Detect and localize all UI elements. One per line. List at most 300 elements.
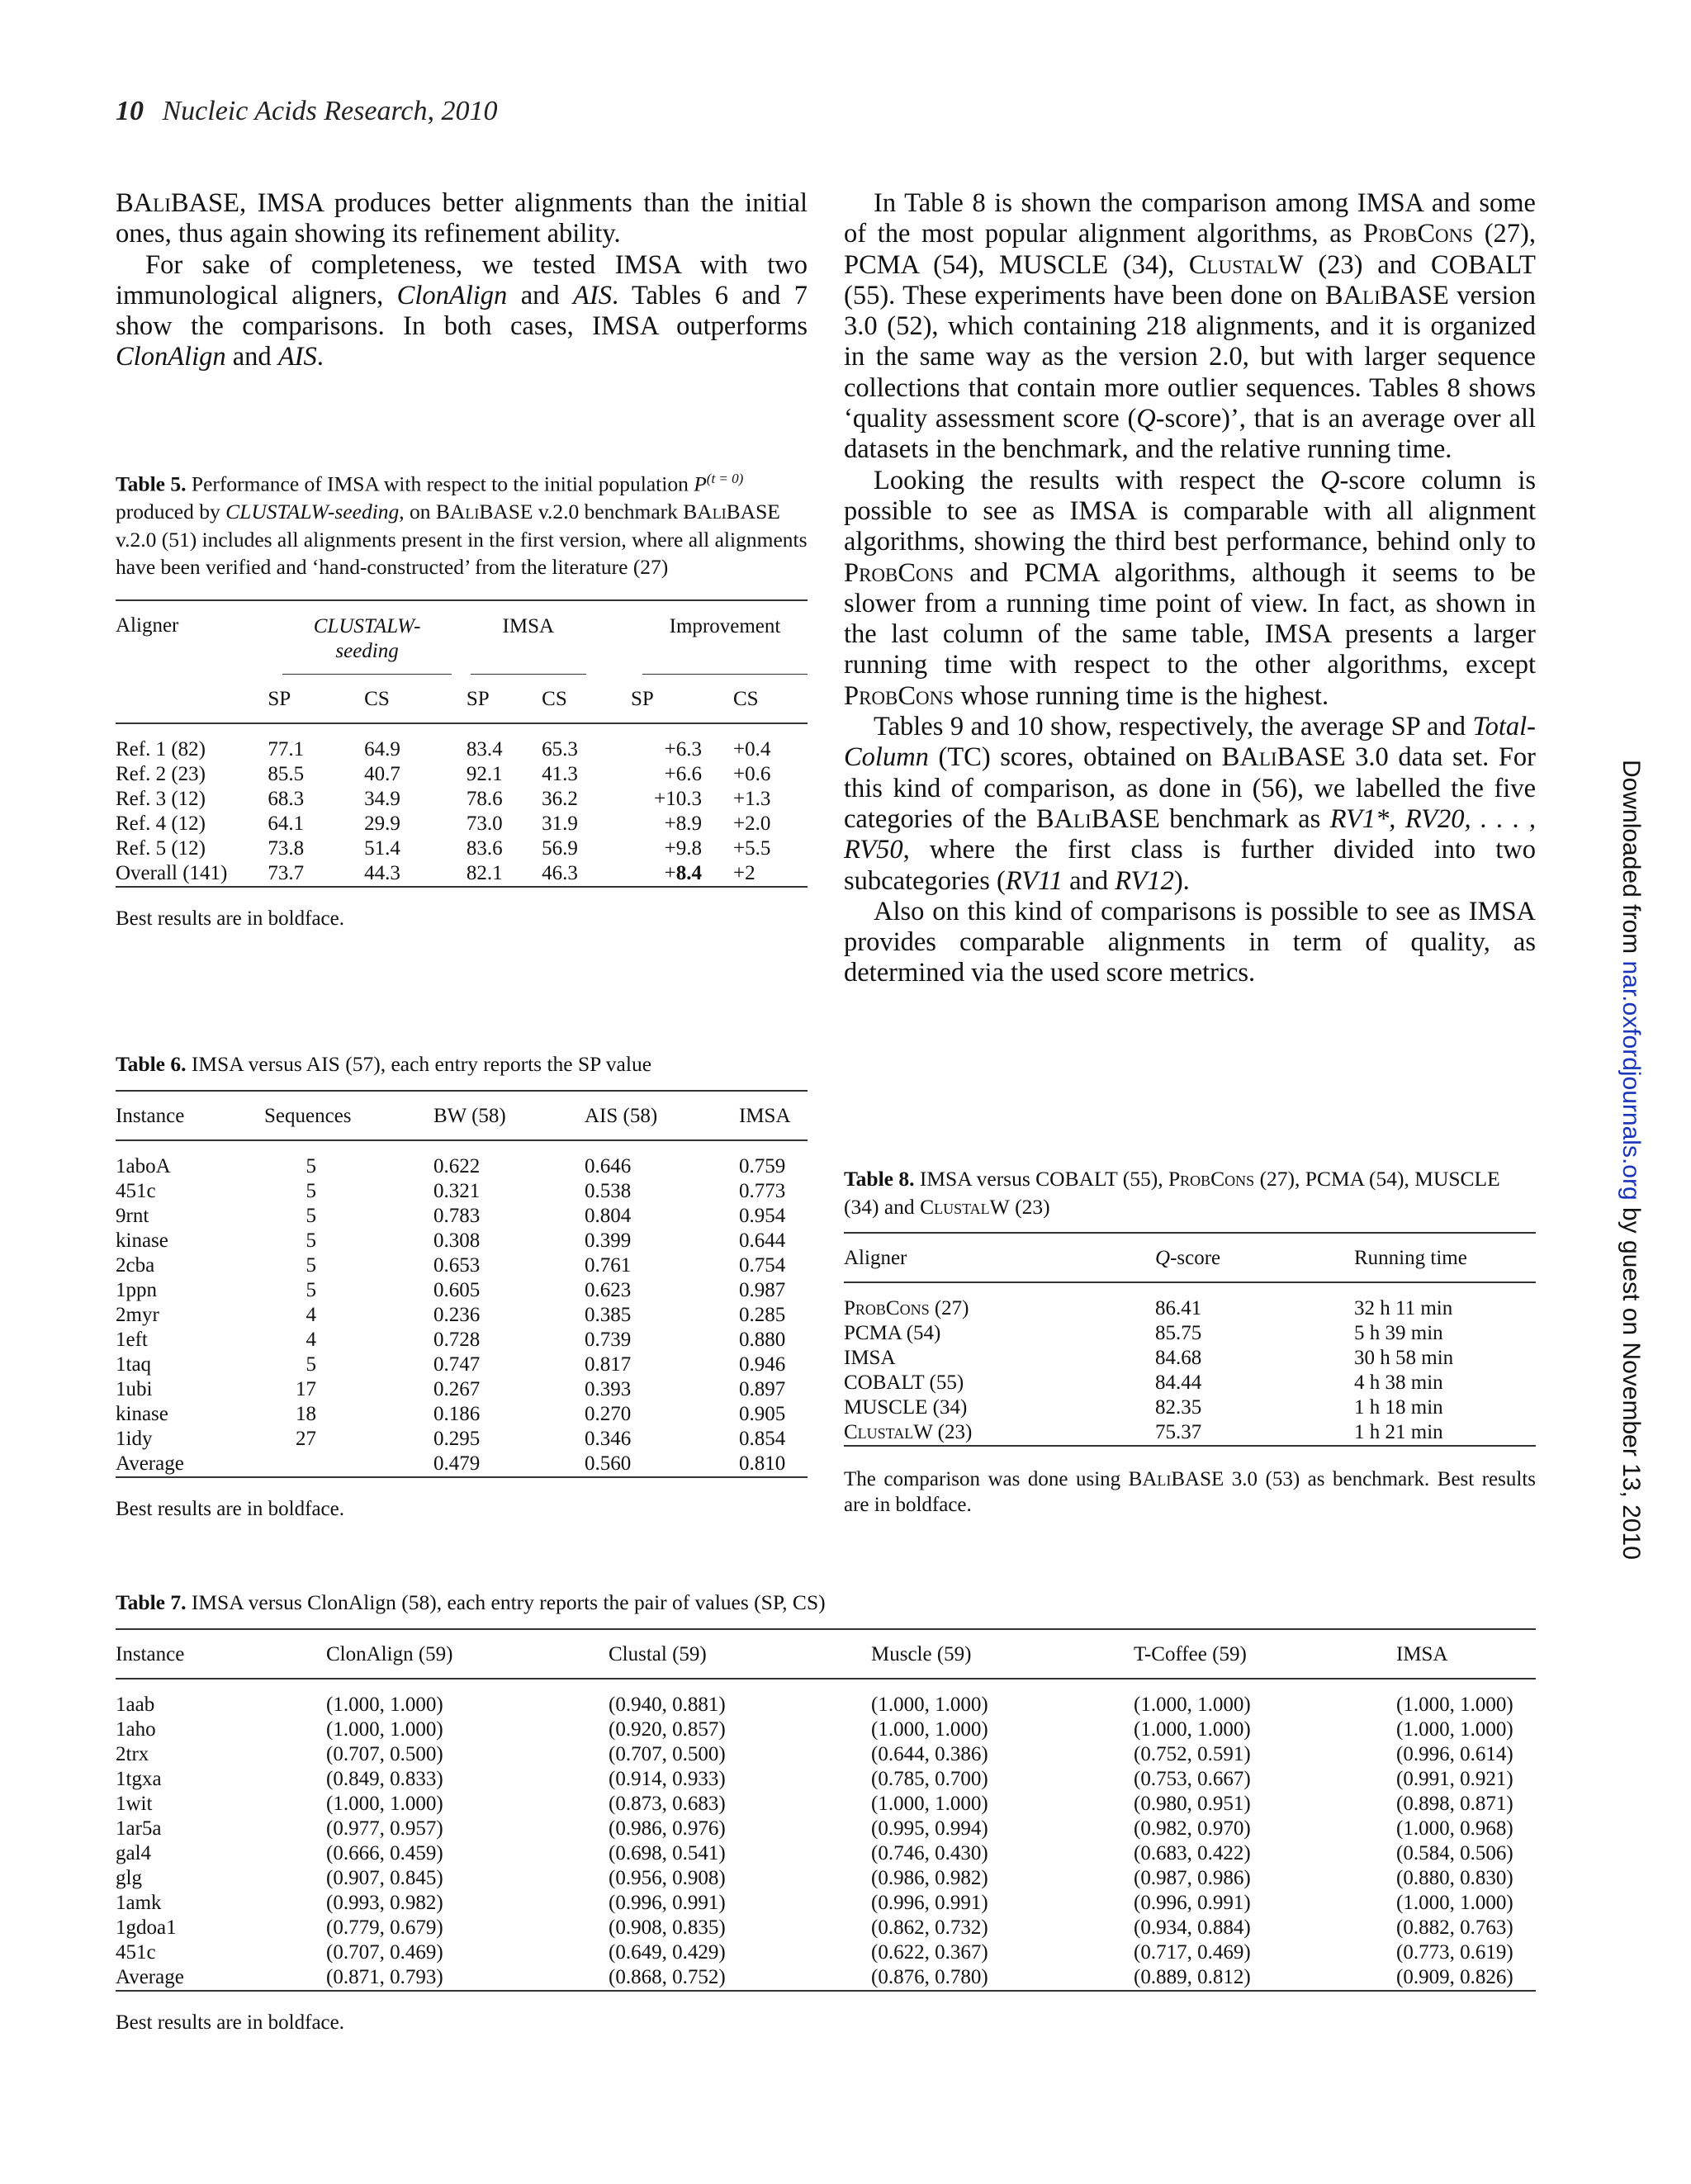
table-8-caption-probcons: ProbCons [1168, 1167, 1255, 1191]
cell: 1eft [116, 1328, 148, 1351]
q-term: Q [1136, 404, 1156, 434]
cell: (1.000, 1.000) [1134, 1693, 1251, 1716]
cell: 75.37 [1155, 1421, 1202, 1443]
cell: (0.995, 0.994) [871, 1817, 988, 1840]
cell: 0.385 [585, 1303, 632, 1326]
cell: +2 [733, 861, 756, 884]
clonalign-term: ClonAlign [396, 280, 508, 310]
cell: 83.6 [466, 836, 503, 860]
cell: 65.3 [542, 737, 578, 760]
cell: (0.707, 0.469) [326, 1940, 443, 1964]
cell: (0.666, 0.459) [326, 1841, 443, 1864]
cell: 17 [296, 1377, 316, 1400]
table-5-sub-sp-2: SP [467, 675, 542, 723]
cell: (0.934, 0.884) [1134, 1916, 1251, 1939]
table-6-col-sequences: Sequences [264, 1091, 433, 1140]
cell: 0.761 [585, 1253, 632, 1277]
cell: (0.873, 0.683) [609, 1792, 726, 1815]
right-paragraph-2 [844, 466, 1536, 712]
table-5-caption [116, 465, 808, 581]
cell: 4 [306, 1328, 316, 1351]
left-p2-text-a: For sake of completeness, we tested IMSA with two immunological aligners, [116, 249, 808, 310]
cell: +1.3 [733, 787, 771, 810]
clonalign-term-2: ClonAlign [116, 342, 226, 372]
cell: 0.854 [739, 1427, 786, 1450]
cell: 0.623 [585, 1278, 632, 1301]
cell: 84.68 [1155, 1347, 1202, 1369]
cell: 83.4 [466, 737, 503, 760]
cell: 0.773 [739, 1179, 786, 1202]
right-paragraph-3 [844, 712, 1536, 897]
right-p3-f: ). [1173, 865, 1190, 896]
cell: (1.000, 1.000) [1396, 1717, 1513, 1741]
cell: 0.653 [433, 1253, 481, 1277]
cell: 5 h 39 min [1354, 1322, 1443, 1344]
table-row [116, 1965, 1536, 1991]
cell: (0.683, 0.422) [1134, 1841, 1251, 1864]
table-6-caption [116, 1050, 808, 1078]
table-row [844, 1321, 1536, 1346]
cell: (0.956, 0.908) [609, 1866, 726, 1889]
cell: +6.3 [664, 737, 702, 760]
cell: 451c [116, 1940, 156, 1964]
table-8-bottom-rule [844, 1446, 1536, 1452]
balibase-term: BAliBASE [1221, 742, 1346, 773]
cell: MUSCLE (34) [844, 1396, 968, 1419]
cell: (1.000, 1.000) [326, 1693, 443, 1716]
table-5-sub-cs-1: CS [364, 675, 467, 723]
cell: COBALT (55) [844, 1372, 964, 1394]
left-p2-and: and [507, 280, 574, 310]
cell: 46.3 [542, 861, 578, 884]
cell: 82.1 [466, 861, 503, 884]
table-row [116, 836, 808, 861]
cell: 0.267 [433, 1377, 481, 1400]
right-p2-b: -score column is possible to see as IMSA is comparable with all alignment algorithms, showing the third best performance, behind only to [844, 465, 1536, 557]
table-7-caption [116, 1589, 1536, 1617]
table-5-sub-empty [116, 675, 268, 723]
table-8-caption-b: (27), PCMA (54), MUSCLE (34) and [844, 1167, 1500, 1219]
cell: +0.6 [733, 762, 771, 785]
cell: 73.8 [268, 836, 305, 860]
cell-bold-value: 8.4 [675, 861, 702, 884]
cell: (0.940, 0.881) [609, 1693, 726, 1716]
table-row [116, 1679, 1536, 1717]
cell: +8.9 [664, 812, 702, 835]
table-8-col-aligner: Aligner [844, 1233, 1155, 1282]
table-5-col-clustal-label: CLUSTALW-seeding [282, 614, 452, 675]
cell: 0.236 [433, 1303, 481, 1326]
table-5-col-improvement-label: Improvement [642, 614, 808, 675]
cell: 0.622 [433, 1154, 481, 1177]
cell: 1 h 21 min [1354, 1421, 1443, 1443]
cell: (0.779, 0.679) [326, 1916, 443, 1939]
cell: 5 [306, 1204, 316, 1227]
running-head [116, 96, 498, 127]
cell: kinase [116, 1402, 168, 1425]
cell: (0.980, 0.951) [1134, 1792, 1251, 1815]
table-7-label: Table 7. [116, 1590, 187, 1614]
right-p2-c: and PCMA algorithms, although it seems to be slower from a running time point of view. In fact, as shown in the last column of the same table, IMSA presents a larger running time with respect to the other algorithms, except [844, 557, 1536, 680]
download-notice-suffix: by guest on November 13, 2010 [1618, 1200, 1645, 1560]
cell: 0.810 [739, 1452, 786, 1475]
cell: 0.987 [739, 1278, 786, 1301]
table-row [116, 1767, 1536, 1792]
cell: (0.862, 0.732) [871, 1916, 988, 1939]
probcons-term: ProbCons [1363, 219, 1474, 249]
cell: Ref. 5 (12) [116, 836, 206, 860]
table-8-note [844, 1466, 1536, 1518]
table-row [116, 1253, 808, 1278]
cell: 68.3 [268, 787, 305, 810]
balibase-term-2: BAliBASE [1035, 803, 1160, 834]
cell: (0.991, 0.921) [1396, 1767, 1513, 1790]
table-8-col-time: Running time [1354, 1233, 1536, 1282]
cell: (0.996, 0.991) [1134, 1891, 1251, 1914]
left-p2-text-b: . Tables 6 and 7 show the comparisons. In both cases, IMSA outperforms [116, 280, 808, 342]
cell: (0.907, 0.845) [326, 1866, 443, 1889]
cell: IMSA [844, 1347, 896, 1369]
table-row [844, 1420, 1536, 1446]
table-row [116, 812, 808, 836]
probcons-term: ProbCons [844, 557, 954, 588]
cell: (0.753, 0.667) [1134, 1767, 1251, 1790]
cell: (0.717, 0.469) [1134, 1940, 1251, 1964]
q-term: Q [1155, 1247, 1171, 1269]
cell: 5 [306, 1278, 316, 1301]
table-6 [116, 1050, 808, 1521]
table-row [116, 1717, 1536, 1742]
table-row [116, 762, 808, 787]
table-7-col-clustal: Clustal (59) [609, 1629, 871, 1679]
table-5-caption-a: Performance of IMSA with respect to the initial population [186, 471, 694, 496]
cell: 0.270 [585, 1402, 632, 1425]
download-notice-prefix: Downloaded from [1618, 760, 1645, 961]
cell: 1taq [116, 1353, 152, 1376]
cell [631, 861, 733, 887]
cell: (0.785, 0.700) [871, 1767, 988, 1790]
cell: +0.4 [733, 737, 771, 760]
right-p3-a: Tables 9 and 10 show, respectively, the average SP and [874, 712, 1473, 742]
cell: 451c [116, 1179, 156, 1202]
left-column [116, 188, 808, 1520]
table-8-note-b: 3.0 (53) as benchmark. Best results are in boldface. [844, 1468, 1536, 1516]
table-5-sub-sp-3: SP [631, 675, 733, 723]
table-8-col-qscore [1155, 1233, 1354, 1282]
cell: 2myr [116, 1303, 159, 1326]
left-p1-text: , IMSA produces better alignments than the initial ones, thus again showing its refinement ability. [116, 188, 808, 249]
cell: (1.000, 0.968) [1396, 1817, 1513, 1840]
cell: 5 [306, 1154, 316, 1177]
cell: (1.000, 1.000) [871, 1717, 988, 1741]
table-5-caption-sup: (t = 0) [706, 471, 744, 486]
cell: 2cba [116, 1253, 155, 1277]
balibase-term: BAliBASE [1324, 280, 1449, 310]
total-column-term: Total-Column [844, 712, 1536, 773]
table-8-note-a: The comparison was done using [844, 1468, 1129, 1490]
probcons-term-2: ProbCons [844, 680, 954, 711]
right-p1-a: In Table 8 is shown the comparison among IMSA and some of the most popular alignment algorithms, as [844, 188, 1536, 249]
cell: +6.6 [664, 762, 702, 785]
cell: 0.954 [739, 1204, 786, 1227]
cell: (0.982, 0.970) [1134, 1817, 1251, 1840]
cell: 1gdoa1 [116, 1916, 177, 1939]
cell: 73.0 [466, 812, 503, 835]
table-row [116, 1377, 808, 1402]
cell: (0.909, 0.826) [1396, 1965, 1513, 1988]
table-row [116, 1229, 808, 1253]
cell: (1.000, 1.000) [871, 1792, 988, 1815]
left-body-text [116, 188, 808, 373]
cell: (0.996, 0.991) [871, 1891, 988, 1914]
cell: 0.538 [585, 1179, 632, 1202]
cell: (0.986, 0.976) [609, 1817, 726, 1840]
right-p1-b: (27), PCMA (54), MUSCLE (34), [844, 219, 1536, 280]
cell: kinase [116, 1229, 168, 1252]
table-row [116, 1792, 1536, 1817]
balibase-term: BAliBASE [116, 188, 239, 218]
right-column [844, 188, 1536, 1516]
cell: 1aboA [116, 1154, 171, 1177]
table-7-col-tcoffee: T-Coffee (59) [1134, 1629, 1396, 1679]
cell: 0.605 [433, 1278, 481, 1301]
cell: 0.321 [433, 1179, 481, 1202]
table-6-col-imsa: IMSA [739, 1091, 808, 1140]
table-5-sub-sp-1: SP [268, 675, 364, 723]
cell: 1 h 18 min [1354, 1396, 1443, 1419]
table-5-grid [116, 599, 808, 893]
cell: (0.880, 0.830) [1396, 1866, 1513, 1889]
cell: (0.752, 0.591) [1134, 1742, 1251, 1765]
cell: +5.5 [733, 836, 771, 860]
cell: 0.804 [585, 1204, 632, 1227]
table-5-bottom-rule [116, 887, 808, 893]
cell-plus: + [664, 861, 676, 884]
rv11-term: RV11 [1005, 865, 1063, 896]
table-8-caption [844, 1165, 1536, 1220]
cell: 1ubi [116, 1377, 153, 1400]
cell: +10.3 [654, 787, 702, 810]
table-row [116, 1452, 808, 1477]
cell: Overall (141) [116, 861, 228, 884]
table-6-col-bw: BW (58) [433, 1091, 585, 1140]
cell: 5 [306, 1179, 316, 1202]
cell: 51.4 [364, 836, 400, 860]
cell: +2.0 [733, 812, 771, 835]
table-row [116, 1916, 1536, 1940]
table-row-overall [116, 861, 808, 887]
right-p1-c: (23) and COBALT (55). These experiments have been done on [844, 249, 1536, 310]
cell: 64.1 [268, 812, 305, 835]
journal-link[interactable]: nar.oxfordjournals.org [1618, 960, 1645, 1201]
cell: (1.000, 1.000) [1134, 1717, 1251, 1741]
table-row [116, 1179, 808, 1204]
table-7-col-muscle: Muscle (59) [871, 1629, 1134, 1679]
cell: (0.908, 0.835) [609, 1916, 726, 1939]
cell: 73.7 [268, 861, 305, 884]
cell: (0.746, 0.430) [871, 1841, 988, 1864]
cell: 56.9 [542, 836, 578, 860]
table-7-col-imsa: IMSA [1396, 1629, 1536, 1679]
cell: 0.728 [433, 1328, 481, 1351]
cell: 85.5 [268, 762, 305, 785]
right-p3-c: 3.0 data set. For this kind of comparison, as done in (56), we labelled the five categories of the [844, 742, 1536, 834]
cell: 0.399 [585, 1229, 632, 1252]
cell: 0.285 [739, 1303, 786, 1326]
right-p1-d: version 3.0 (52), which containing 218 alignments, and it is organized in the same way as the version 2.0, but with larger sequence collections that contain more outlier sequences. Tables 8 shows ‘quality assessment score ( [844, 280, 1536, 434]
cell: 0.739 [585, 1328, 632, 1351]
cell: 1wit [116, 1792, 153, 1815]
table-5-caption-seed: CLUSTALW-seeding [225, 500, 400, 523]
right-p3-d: benchmark as [1159, 803, 1330, 834]
table-6-col-ais: AIS (58) [585, 1091, 739, 1140]
right-p3-and: and [1063, 865, 1115, 896]
table-row [116, 1866, 1536, 1891]
cell: 0.560 [585, 1452, 632, 1475]
table-8-caption-c: (23) [1009, 1194, 1050, 1219]
cell: 0.479 [433, 1452, 481, 1475]
table-6-label: Table 6. [116, 1052, 187, 1076]
cell: 4 h 38 min [1354, 1372, 1443, 1394]
table-row [116, 1353, 808, 1377]
left-paragraph-2 [116, 250, 808, 373]
table-8-caption-clustalw: ClustalW [920, 1194, 1010, 1219]
cell: 40.7 [364, 762, 400, 785]
clustalw-term: ClustalW [1188, 249, 1304, 280]
cell: 36.2 [542, 787, 578, 810]
cell: 4 [306, 1303, 316, 1326]
right-p1-e: -score)’, that is an average over all datasets in the benchmark, and the relative running time. [844, 404, 1536, 465]
cell: 82.35 [1155, 1396, 1202, 1419]
cell: 9rnt [116, 1204, 149, 1227]
cell: (0.914, 0.933) [609, 1767, 726, 1790]
table-8-note-balibase: BAliBASE [1128, 1468, 1224, 1490]
cell: 0.308 [433, 1229, 481, 1252]
right-p2-d: whose running time is the highest. [954, 680, 1329, 711]
q-term: Q [1320, 465, 1340, 495]
table-row [844, 1371, 1536, 1395]
cell: 2trx [116, 1742, 149, 1765]
table-5-label: Table 5. [116, 471, 187, 496]
cell: 5 [306, 1353, 316, 1376]
cell: (0.986, 0.982) [871, 1866, 988, 1889]
table-row [116, 1841, 1536, 1866]
cell: gal4 [116, 1841, 152, 1864]
table-5-caption-bal1: BAliBASE [435, 500, 533, 523]
right-p3-e: , where the first class is further divided into two subcategories ( [844, 835, 1536, 896]
cell: (0.977, 0.957) [326, 1817, 443, 1840]
cell: 27 [296, 1427, 316, 1450]
cell: 85.75 [1155, 1322, 1202, 1344]
cell: (0.882, 0.763) [1396, 1916, 1513, 1939]
cell: 0.646 [585, 1154, 632, 1177]
cell: 0.880 [739, 1328, 786, 1351]
cell: 0.295 [433, 1427, 481, 1450]
table-row [116, 787, 808, 812]
cell: (1.000, 1.000) [1396, 1891, 1513, 1914]
left-p2-and-2: and [225, 342, 278, 372]
ais-term: AIS [573, 280, 612, 310]
table-row [116, 1140, 808, 1179]
table-6-body [116, 1140, 808, 1477]
ais-term-2: AIS [277, 342, 317, 372]
left-p2-end: . [316, 342, 324, 372]
table-5-caption-p: P [694, 471, 707, 496]
cell: 1ar5a [116, 1817, 162, 1840]
cell: (1.000, 1.000) [871, 1693, 988, 1716]
cell: 78.6 [466, 787, 503, 810]
cell: 41.3 [542, 762, 578, 785]
cell: 31.9 [542, 812, 578, 835]
cell: 44.3 [364, 861, 400, 884]
cell: (0.871, 0.793) [326, 1965, 443, 1988]
right-paragraph-4: Also on this kind of comparisons is possible to see as IMSA provides comparable alignments in term of quality, as determined via the used score metrics. [844, 896, 1536, 988]
table-row [116, 1742, 1536, 1767]
table-5-sub-cs-3: CS [733, 675, 808, 723]
cell: 0.817 [585, 1353, 632, 1376]
table-5-col-improvement [631, 600, 808, 675]
cell: (0.773, 0.619) [1396, 1940, 1513, 1964]
table-8 [844, 1165, 1536, 1518]
table-7-col-instance: Instance [116, 1629, 326, 1679]
table-row [116, 1204, 808, 1229]
cell: (0.868, 0.752) [609, 1965, 726, 1988]
cell: +9.8 [664, 836, 702, 860]
cell: (0.707, 0.500) [326, 1742, 443, 1765]
table-8-label: Table 8. [844, 1167, 915, 1191]
table-7 [116, 1589, 1536, 2035]
cell: 1idy [116, 1427, 153, 1450]
cell: Ref. 3 (12) [116, 787, 206, 810]
table-6-col-instance: Instance [116, 1091, 264, 1140]
table-8-grid [844, 1232, 1536, 1452]
cell: (0.849, 0.833) [326, 1767, 443, 1790]
table-5 [116, 465, 808, 931]
cell: 5 [306, 1253, 316, 1277]
right-paragraph-1 [844, 188, 1536, 466]
cell: (0.996, 0.991) [609, 1891, 726, 1914]
cell: (0.707, 0.500) [609, 1742, 726, 1765]
table-7-grid [116, 1628, 1536, 1997]
cell: Average [116, 1452, 184, 1475]
table-5-caption-b: produced by [116, 500, 226, 523]
table-5-col-imsa-label: IMSA [471, 614, 586, 675]
cell: 29.9 [364, 812, 400, 835]
table-row [116, 1817, 1536, 1841]
cell: ProbCons (27) [844, 1297, 969, 1319]
rv-categories: RV1*, RV20, . . . , RV50 [844, 803, 1536, 865]
cell: (1.000, 1.000) [1396, 1693, 1513, 1716]
cell: 0.346 [585, 1427, 632, 1450]
table-5-caption-c: , on [399, 500, 436, 523]
table-row [116, 1940, 1536, 1965]
right-body-text [844, 188, 1536, 989]
cell: (0.698, 0.541) [609, 1841, 726, 1864]
right-p2-a: Looking the results with respect the [874, 465, 1321, 495]
cell: 1aho [116, 1717, 156, 1741]
cell: Ref. 2 (23) [116, 762, 206, 785]
cell: glg [116, 1866, 142, 1889]
cell: 77.1 [268, 737, 305, 760]
cell: 0.897 [739, 1377, 786, 1400]
cell: 0.393 [585, 1377, 632, 1400]
cell: (0.876, 0.780) [871, 1965, 988, 1988]
table-row [116, 1278, 808, 1303]
cell: Ref. 1 (82) [116, 737, 206, 760]
cell: 84.44 [1155, 1372, 1202, 1394]
cell: (0.649, 0.429) [609, 1940, 726, 1964]
cell: Average [116, 1965, 184, 1988]
